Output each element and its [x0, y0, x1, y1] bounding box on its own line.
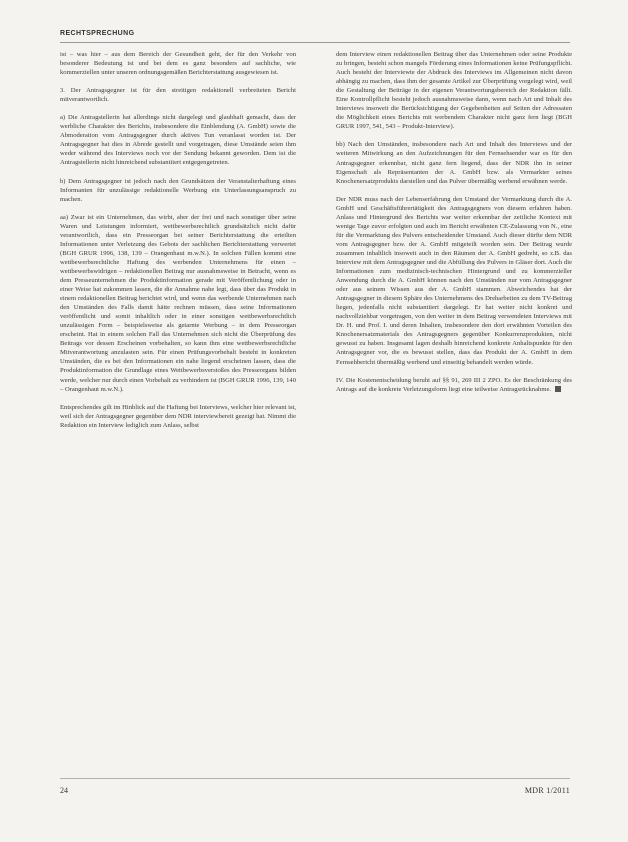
- paragraph: dem Interview einen redaktionellen Beitrag über das Unternehmen oder seine Produkte zu bringen, besteht schon mangels Förderung eines Informationen keine Prüfungspflicht. Auch besteht der Interviewte der Abdruck des Interviews im Allgemeinen nicht davon abhängig zu machen, dass ihm der gesamte Artikel zur Überprüfung vorgelegt wird, weil die Gestaltung der Beiträge in der eigenen Verantwortungsbereich der Redaktion fällt. Eine Kontrollpflicht besteht jedoch ausnahmsweise dann, wenn nach Art und Inhalt des Interviews insoweit die Berücksichtigung der Gegebenheiten auf Seiten der Adressaten die Möglichkeit eines Berichts mit werbendem Charakter nicht ganz fern liegt (BGH GRUR 1997, 541, 543 – Produkt-Interview).: [336, 51, 572, 131]
- paragraph: Der NDR muss nach der Lebenserfahrung den Umstand der Vermarktung durch die A. GmbH und Geschäftsführertätigkeit des Antragsgegners von diesem erfahren haben. Anlass und Hintergrund des Berichts war weiter erkennbar der zeitliche Kontext mit wenige Tage zuvor erfolgten und auch im Bericht erwähnten CE-Zulassung von N., eine für die Vermarktung des Pulvers entscheidender Umstand. Auch dieser dürfte dem NDR vom Antragsgegner bzw. der A. GmbH mitgeteilt worden sein. Der Beitrag wurde zusammen inhaltlich insoweit auch in den Räumen der A. GmbH gedreht, so z.B. das Interview mit dem Antragsgegner und die Abfüllung des Pulvers in Gläser dort. Auch die Informationen zum medizinisch-technischen Hintergrund und zu kommerzieller Anwendung durch die A. GmbH können nach den Umständen nur vom Antragsgegner oder aus seinem Wissen aus der A. GmbH stammen. Abweichendes hat der Antragsgegner in diesem Sphäre des Unternehmens des Dreharbeiten zu dem TV-Beitrag liegen, jedenfalls nicht substantiiert dargelegt. Er hat weiter nicht konkret und nachvollziehbar vorgetragen, von den weiter in dem Beitrag verwendeten Interviews mit Dr. H. und Prof. I. und deren Inhalten, insbesondere den dort erwähnten Vorteilen des Knochenersatzmaterials des Antragsgegners gegenüber Konkurrenzprodukten, nicht gewusst zu haben. Insgesamt lagen deshalb hinreichend konkrete Anhaltspunkte für den Antragsgegner vor, die es bewusst stellen, dass das Produkt der A. GmbH in dem Fernsehbericht übermäßig werbend und einseitig behandelt werden würde.: [336, 195, 572, 366]
- left-column: [60, 50, 296, 439]
- closing-paragraph: [336, 376, 572, 394]
- right-column: [336, 50, 572, 403]
- paragraph: a) Die Antragstellerin hat allerdings nicht dargelegt und glaubhaft gemacht, dass der werbliche Charakter des Berichts, insbesondere die Einblendung (A. GmbH) sowie die Abmoderation vom Antragsgegner durch aktives Tun veranlasst worden ist. Der Antragsgegner hat dies in Abrede gestellt und vorgetragen, diese Umstände seien ihm weder während des Interviews noch vor der Sendung bekannt geworden. Dem ist die Antragstellerin nicht hinreichend substantiiert entgegengetreten.: [60, 114, 296, 167]
- paragraph: 3. Der Antragsgegner ist für den streitigen redaktionell verbreiteten Bericht mitverantwortlich.: [60, 87, 296, 104]
- page-number: 24: [60, 786, 68, 795]
- section-header: RECHTSPRECHUNG: [60, 30, 135, 37]
- footer-divider: [60, 778, 570, 779]
- paragraph-text: IV. Die Kostenentscheidung beruht auf §§ 91, 269 III 2 ZPO. Es der Beschränkung des Antrags auf die konkrete Verletzungsform liegt eine teilweise Antragsrücknahme.: [336, 376, 572, 393]
- paragraph: aa) Zwar ist ein Unternehmen, das wirbt, aber der frei und nach sonstiger über seine Waren und Leistungen informiert, wettbewerbsrechtlich grundsätzlich nicht dafür verantwortlich, dass ein Presseorgan bei seiner Berichterstattung die erteilten Informationen unter Verletzung des Gebots der sachlichen Berichterstattung verwertet (BGH GRUR 1996, 138, 139 – Orangenhaut m.w.N.). In solchen Fällen kommt eine wettbewerbsrechtliche Haftung des werbenden Unternehmens für einen – wettbewerbswidrigen – redaktionellen Beitrag nur ausnahmsweise in Betracht, wenn es dem Presseunternehmen die Produktinformation gerade mit Veröffentlichung oder in einer Weise hat zukommen lassen, die die Annahme nahe legt, dass über das Produkt in einem redaktionellen Beitrag berichtet wird, und wenn das werbende Unternehmen nach den Umständen des Falls damit hätte rechnen müssen, dass seine Informationen veröffentlicht und somit inhaltlich oder in einer sonstigen wettbewerbsrechtlich unzulässigen Form – beispielsweise als getarnte Werbung – in dem Presseorgan erscheint. Hat in einem solchen Fall das Unternehmen sich nicht die Überprüfung des Beitrags vor dessen Erscheinen vorbehalten, so kann ihm eine wettbewerbsrechtliche Mitverantwortung anzulasten sein. Für einen Prüfungsvorbehalt besteht in konkreten Umständen, die es bei den Informationen ein nahe liegend erscheinen lassen, dass die Produktinformation die Grundlage eines Wettbewerbsverstoßes des Presseorgans bilden werde, welcher nur durch einen Vorbehalt zu verhindern ist (BGH GRUR 1996, 139, 140 – Orangenhaut m.w.N.).: [60, 213, 296, 393]
- journal-issue: MDR 1/2011: [524, 786, 570, 795]
- paragraph: ist – was hier – aus dem Bereich der Gesundheit geht, der für den Verkehr von besonderer Bedeutung ist und bei dem es ganz besonders auf sachliche, wie kommerziellen unter unseren ordnungsgemäßen Berichterstattung ausgewiesen ist.: [60, 51, 296, 77]
- paragraph: b) Dem Antragsgegner ist jedoch nach den Grundsätzen der Veranstalterhaftung eines Informanten für unzulässige redaktionelle Werbung ein Unterlassungsanspruch zu machen.: [60, 177, 296, 203]
- end-of-article-mark: [555, 386, 561, 392]
- header-divider: [60, 42, 570, 43]
- paragraph: bb) Nach den Umständen, insbesondere nach Art und Inhalt des Interviews und der weiteren Mitwirkung an den Aufzeichnungen für den Fernsehsender war es für den Antragsgegner erkennbar, nicht ganz fern liegend, dass der NDR ihn in seiner Eigenschaft als Repräsentanten der A. GmbH bzw. als Vermarkter seines Knochenersatzprodukts darstellen und das Pulver übermäßig werbend erwähnen werde.: [336, 141, 572, 185]
- paragraph: Entsprechendes gilt im Hinblick auf die Haftung bei Interviews, welcher hier relevant ist, weil sich der Antragsgegner gegenüber dem NDR interviewbereit gezeigt hat. Nimmt die Redaktion ein Interview lediglich zum Anlass, selbst: [60, 403, 296, 429]
